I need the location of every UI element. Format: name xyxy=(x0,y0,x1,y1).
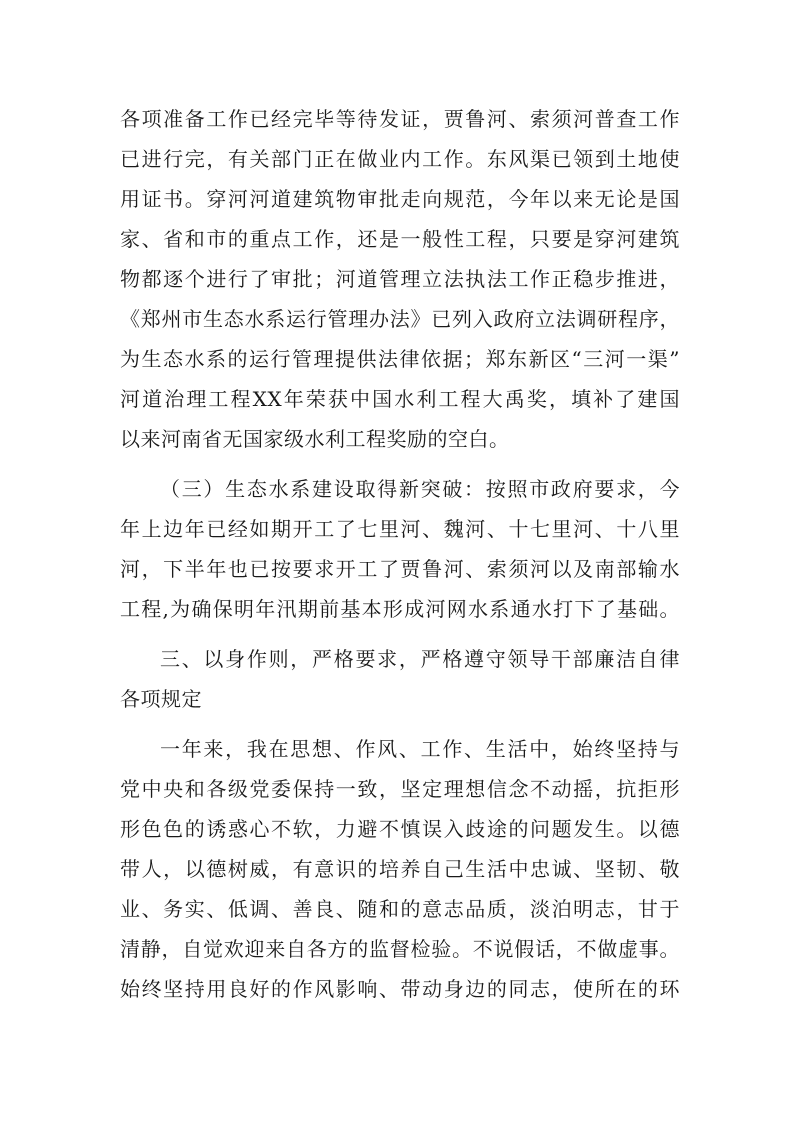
text-line: 以来河南省无国家级水利工程奖励的空白。 xyxy=(120,427,510,451)
text-line: 用证书。穿河河道建筑物审批走向规范，今年以来无论是国 xyxy=(120,187,680,211)
text-line: 《郑州市生态水系运行管理办法》已列入政府立法调研程序， xyxy=(120,307,680,331)
text-line: 工程,为确保明年汛期前基本形成河网水系通水打下了基础。 xyxy=(120,597,680,621)
text-line: 已进行完，有关部门正在做业内工作。东风渠已领到土地使 xyxy=(120,147,680,171)
text-line: 形色色的诱惑心不软，力避不慎误入歧途的问题发生。以德 xyxy=(120,817,680,841)
text-line: 年上边年已经如期开工了七里河、魏河、十七里河、十八里 xyxy=(120,517,680,541)
text-line: 党中央和各级党委保持一致，坚定理想信念不动摇，抗拒形 xyxy=(120,777,680,801)
section-heading-line: 三、以身作则，严格要求，严格遵守领导干部廉洁自律 xyxy=(160,647,680,671)
text-line: 业、务实、低调、善良、随和的意志品质，淡泊明志，甘于 xyxy=(120,897,680,921)
text-line: 物都逐个进行了审批；河道管理立法执法工作正稳步推进， xyxy=(120,267,680,291)
text-line: 各项准备工作已经完毕等待发证，贾鲁河、索须河普查工作 xyxy=(120,107,680,131)
text-line: 河，下半年也已按要求开工了贾鲁河、索须河以及南部输水 xyxy=(120,557,680,581)
text-line: 一年来，我在思想、作风、工作、生活中，始终坚持与 xyxy=(160,737,680,761)
text-line: 河道治理工程XX年荣获中国水利工程大禹奖，填补了建国 xyxy=(120,387,680,411)
text-line: 家、省和市的重点工作，还是一般性工程，只要是穿河建筑 xyxy=(120,227,680,251)
text-line: 始终坚持用良好的作风影响、带动身边的同志，使所在的环 xyxy=(120,977,680,1001)
section-heading-line: 各项规定 xyxy=(120,687,202,711)
text-line: 为生态水系的运行管理提供法律依据；郑东新区“三河一渠” xyxy=(120,347,680,371)
text-line: 带人，以德树威，有意识的培养自己生活中忠诚、坚韧、敬 xyxy=(120,857,680,881)
text-line: 清静，自觉欢迎来自各方的监督检验。不说假话，不做虚事。 xyxy=(120,937,680,961)
section-heading-line: （三）生态水系建设取得新突破：按照市政府要求，今 xyxy=(160,477,680,501)
